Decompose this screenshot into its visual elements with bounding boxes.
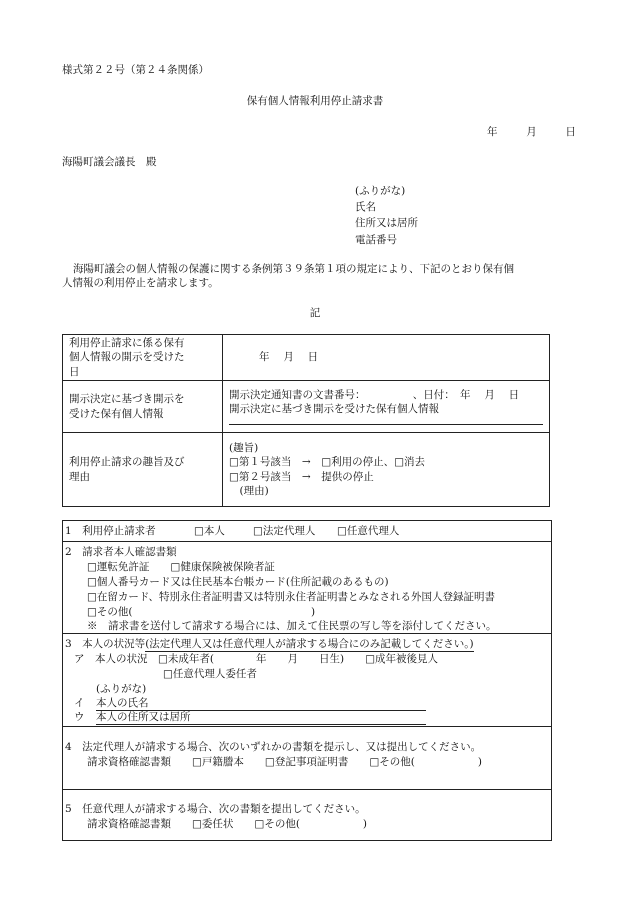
reason-heading: (理由) [229, 484, 269, 497]
request-table [62, 334, 550, 507]
label-disclosure-date-line1: 利用停止請求に係る保有 [69, 337, 185, 350]
principal-address-prefix: ウ [74, 711, 85, 723]
principal-name-prefix: イ [74, 697, 85, 709]
addressee: 海陽町議会議長 殿 [62, 156, 157, 168]
id-doc-line-3[interactable]: □在留カード、特別永住者証明書又は特別永住者証明書とみなされる外国人登録証明書 [87, 591, 495, 603]
section-voluntary-agent-docs [63, 790, 551, 840]
label-disclosure-date-line2: 個人情報の開示を受けた [69, 351, 185, 364]
label-disclosure-date-line3: 日 [69, 365, 80, 378]
label-disclosed-info-line1: 開示決定に基づき開示を [69, 393, 185, 406]
requester-name: 氏名 [355, 201, 376, 214]
requester-sections [62, 520, 552, 841]
body-text [62, 262, 514, 290]
date-month: 月 [526, 126, 537, 138]
label-disclosure-date [63, 335, 223, 381]
date-year: 年 [487, 126, 498, 138]
date-line [487, 125, 576, 139]
purpose-option-1[interactable]: □第１号該当 → □利用の停止、□消去 [229, 456, 426, 469]
option-legal-agent[interactable]: □法定代理人 [253, 525, 316, 537]
requester-furigana: (ふりがな) [355, 185, 406, 197]
section-principal-status-prefix: 3 本人の状況等 [65, 638, 146, 650]
label-purpose-line1: 利用停止請求の趣旨及び [69, 456, 185, 469]
label-purpose [63, 433, 223, 507]
page-title: 保有個人情報利用停止請求書 [246, 95, 384, 107]
body-text-line1: 海陽町議会の個人情報の保護に関する条例第３９条第１項の規定により、下記のとおり保有個 [73, 263, 514, 275]
section-voluntary-agent-title: 5 任意代理人が請求する場合、次の書類を提出してください。 [65, 803, 366, 815]
option-voluntary-agent[interactable]: □任意代理人 [337, 525, 400, 537]
principal-status-line[interactable]: ア 本人の状況 □未成年者( 年 月 日生) □成年被後見人 [74, 653, 439, 665]
section-legal-agent-title: 4 法定代理人が請求する場合、次のいずれかの書類を提示し、又は提出してください。 [65, 741, 482, 753]
disclosed-info-underline [229, 416, 543, 425]
disclosed-info-label: 開示決定に基づき開示を受けた保有個人情報 [229, 403, 439, 415]
section-principal-status [63, 634, 551, 727]
principal-status-delegator[interactable]: □任意代理人委任者 [163, 668, 257, 680]
row-disclosure-date [63, 335, 550, 381]
disclosure-date-field[interactable] [223, 335, 550, 381]
id-doc-line-4[interactable]: □その他( ) [87, 606, 316, 618]
legal-agent-doc-options[interactable]: 請求資格確認書類 □戸籍謄本 □登記事項証明書 □その他( ) [87, 756, 482, 768]
requester-address: 住所又は居所 [355, 217, 418, 230]
label-disclosed-info-line2: 受けた保有個人情報 [69, 407, 164, 420]
row-purpose [63, 433, 550, 507]
principal-furigana: (ふりがな) [96, 683, 147, 695]
id-doc-note: ※ 請求書を送付して請求する場合には、加えて住民票の写し等を添付してください。 [87, 620, 497, 632]
disclosure-notice-number: 開示決定通知書の文書番号： 、日付： 年 月 日 [229, 388, 520, 401]
option-self[interactable]: □本人 [194, 525, 225, 537]
form-number: 様式第２２号（第２４条関係） [62, 64, 209, 76]
row-disclosed-info [63, 381, 550, 433]
date-day: 日 [565, 126, 576, 138]
section-legal-agent-docs [63, 727, 551, 790]
purpose-field[interactable] [223, 433, 550, 507]
section-id-documents-title: 2 請求者本人確認書類 [65, 546, 177, 558]
purpose-option-2[interactable]: □第２号該当 → 提供の停止 [229, 470, 374, 483]
body-text-line2: 人情報の利用停止を請求します。 [62, 277, 219, 290]
purpose-heading: (趣旨) [229, 442, 259, 455]
principal-name-field[interactable]: 本人の氏名 [96, 696, 426, 711]
voluntary-agent-doc-options[interactable]: 請求資格確認書類 □委任状 □その他( ) [87, 818, 368, 830]
ki-label: 記 [309, 307, 321, 319]
label-disclosed-info [63, 381, 223, 433]
section-requester [63, 521, 551, 542]
id-doc-line-2[interactable]: □個人番号カード又は住民基本台帳カード(住所記載のあるもの) [87, 576, 389, 588]
disclosed-info-field[interactable] [223, 381, 550, 433]
section-principal-status-title [65, 637, 474, 652]
section-id-documents [63, 542, 551, 634]
section-requester-label: 1 利用停止請求者 [65, 525, 156, 537]
requester-fields [355, 184, 418, 247]
id-doc-line-1[interactable]: □運転免許証 □健康保険被保険者証 [87, 561, 275, 573]
principal-address-field[interactable]: 本人の住所又は居所 [96, 710, 426, 725]
disclosure-date-value: 年 月 日 [259, 351, 319, 364]
label-purpose-line2: 理由 [69, 470, 90, 483]
section-principal-status-note: (法定代理人又は任意代理人が請求する場合にのみ記載してください。) [145, 637, 473, 652]
requester-phone: 電話番号 [355, 233, 397, 246]
